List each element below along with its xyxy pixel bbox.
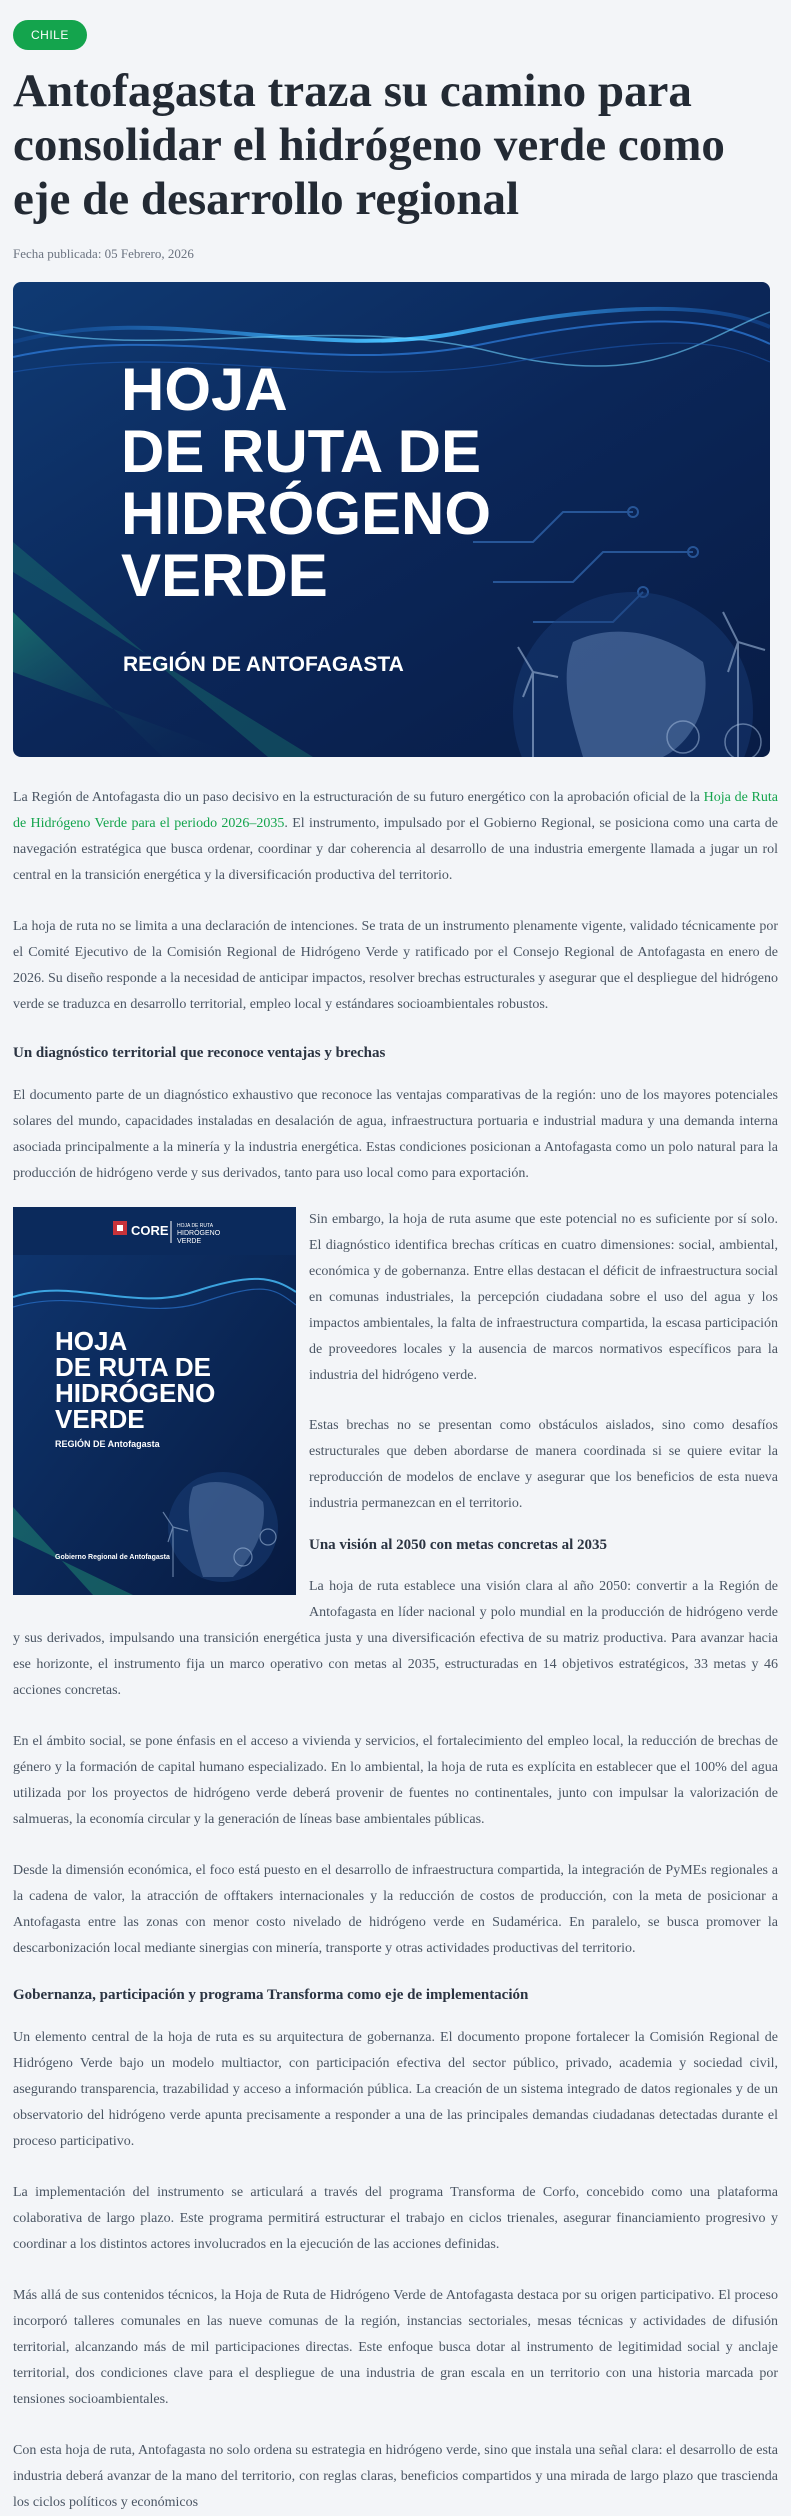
hero-line-3: HIDRÓGENO <box>121 480 492 547</box>
cover-footer: Gobierno Regional de Antofagasta <box>55 1554 170 1561</box>
paragraph-intro-text-end: . El instrumento, impulsado por el Gobierno Regional, se posiciona como una carta de navegación estratégica que busca ordenar, coordinar y dar coherencia al desarrollo de una industria emergente llamada a jugar un rol central en la transición energética y la diversificación productiva del territorio. <box>13 816 778 883</box>
cover-logo-text-1: HOJA DE RUTA <box>177 1223 214 1229</box>
paragraph-intro <box>13 785 778 889</box>
hero-line-1: HOJA <box>121 356 288 423</box>
heading-gobernanza: Gobernanza, participación y programa Transforma como eje de implementación <box>13 1987 529 2003</box>
float-section <box>13 1207 778 1704</box>
paragraph-7: En el ámbito social, se pone énfasis en el acceso a vivienda y servicios, el fortalecimiento del empleo local, la reducción de brechas de género y la formación de capital humano especializado. En lo ambiental, la hoja de ruta es explícita en establecer que el 100% del agua utilizada por los proyectos de hidrógeno verde deberá provenir de fuentes no continentales, junto con impulsar la valorización de salmueras, la economía circular y la generación de líneas base ambientales públicas. <box>13 1734 778 1827</box>
cover-line-1: HOJA <box>55 1326 128 1356</box>
paragraph-12: Con esta hoja de ruta, Antofagasta no solo ordena su estrategia en hidrógeno verde, sino que instala una señal clara: el desarrollo de esta industria deberá avanzar de la mano del territorio, con reglas claras, beneficios compartidos y una mirada de largo plazo que trascienda los ciclos políticos y económicos <box>13 2443 778 2510</box>
cover-line-2: DE RUTA DE <box>55 1352 211 1382</box>
cover-subtitle: REGIÓN DE Antofagasta <box>55 1439 160 1449</box>
paragraph-9: Un elemento central de la hoja de ruta es su arquitectura de gobernanza. El documento propone fortalecer la Comisión Regional de Hidrógeno Verde bajo un modelo multiactor, con participación efectiva del sector público, privado, academia y sociedad civil, asegurando transparencia, trazabilidad y acceso a información pública. La creación de un sistema integrado de datos regionales y de un observatorio del hidrógeno verde apunta precisamente a responder a una de las principales demandas ciudadanas detectadas durante el proceso participativo. <box>13 2030 778 2149</box>
roadmap-link[interactable]: Hoja de Ruta de Hidrógeno Verde para el periodo 2026–2035 <box>13 790 779 831</box>
category-badge[interactable]: CHILE <box>13 20 87 50</box>
cover-logo-text-2: HIDRÓGENO <box>177 1230 221 1237</box>
heading-diagnostico: Un diagnóstico territorial que reconoce ventajas y brechas <box>13 1045 386 1061</box>
hero-subtitle: REGIÓN DE ANTOFAGASTA <box>123 653 404 676</box>
paragraph-10: La implementación del instrumento se articulará a través del programa Transforma de Corfo, concebido como una plataforma colaborativa de largo plazo. Este programa permitirá estructurar el trabajo en ciclos trienales, asegurar financiamiento progresivo y coordinar a los distintos actores involucrados en la ejecución de las acciones definidas. <box>13 2185 778 2252</box>
roadmap-cover-image <box>13 1207 296 1595</box>
paragraph-11: Más allá de sus contenidos técnicos, la Hoja de Ruta de Hidrógeno Verde de Antofagasta destaca por su origen participativo. El proceso incorporó talleres comunales en las nueve comunas de la región, instancias sectoriales, mesas técnicas y actividades de difusión territorial, alcanzando más de mil participaciones directas. Este enfoque busca dotar al instrumento de legitimidad social y anclaje territorial, dos condiciones clave para el despliegue de una industria de gran escala en un territorio con una historia marcada por tensiones socioambientales. <box>13 2288 778 2407</box>
paragraph-intro-text: La Región de Antofagasta dio un paso decisivo en la estructuración de su futuro energético con la aprobación oficial de la <box>13 790 704 805</box>
cover-line-3: HIDRÓGENO <box>55 1378 216 1408</box>
paragraph-8: Desde la dimensión económica, el foco está puesto en el desarrollo de infraestructura compartida, la integración de PyMEs regionales a la cadena de valor, la atracción de offtakers internacionales y la reducción de costos de producción, con la meta de posicionar a Antofagasta entre las zonas con menor costo nivelado de hidrógeno verde en Sudamérica. En paralelo, se busca promover la descarbonización local mediante sinergias con minería, transporte y otras actividades productivas del territorio. <box>13 1863 778 1956</box>
hero-line-2: DE RUTA DE <box>121 418 481 485</box>
paragraph-5: Estas brechas no se presentan como obstáculos aislados, sino como desafíos estructurales que deben abordarse de manera coordinada si se quiere evitar la reproducción de modelos de enclave y asegurar que los beneficios de esta nueva industria permanezcan en el territorio. <box>309 1418 778 1511</box>
paragraph-3: El documento parte de un diagnóstico exhaustivo que reconoce las ventajas comparativas de la región: uno de los mayores potenciales solares del mundo, capacidades instaladas en desalación de agua, infraestructura portuaria e industrial madura y una demanda interna asociada principalmente a la minería y la industria energética. Estas condiciones posicionan a Antofagasta como un polo natural para la producción de hidrógeno verde y sus derivados, tanto para uso local como para exportación. <box>13 1088 778 1181</box>
hero-line-4: VERDE <box>121 542 328 609</box>
cover-logo-text-3: VERDE <box>177 1238 202 1245</box>
cover-line-4: VERDE <box>55 1404 145 1434</box>
paragraph-2: La hoja de ruta no se limita a una declaración de intenciones. Se trata de un instrumento plenamente vigente, validado técnicamente por el Comité Ejecutivo de la Comisión Regional de Hidrógeno Verde y ratificado por el Consejo Regional de Antofagasta en enero de 2026. Su diseño responde a la necesidad de anticipar impactos, resolver brechas estructurales y asegurar que el despliegue del hidrógeno verde se traduzca en desarrollo territorial, empleo local y estándares socioambientales robustos. <box>13 919 778 1012</box>
publish-date: Fecha publicada: 05 Febrero, 2026 <box>13 246 194 261</box>
article-title: Antofagasta traza su camino para consolidar el hidrógeno verde como eje de desarrollo regional <box>13 65 725 225</box>
paragraph-4: Sin embargo, la hoja de ruta asume que este potencial no es suficiente por sí solo. El diagnóstico identifica brechas críticas en cuatro dimensiones: social, ambiental, económica y de gobernanza. Entre ellas destacan el déficit de infraestructura social en comunas industriales, la percepción ciudadana sobre el uso del agua y los impactos ambientales, la falta de infraestructura compartida, la escasa participación de proveedores locales y la ausencia de marcos normativos específicos para la industria del hidrógeno verde. <box>309 1212 778 1383</box>
paragraph-6: La hoja de ruta establece una visión clara al año 2050: convertir a la Región de Antofagasta en líder nacional y polo mundial en la producción de hidrógeno verde y sus derivados, impulsando una transición energética justa y una diversificación efectiva de su matriz productiva. Para avanzar hacia ese horizonte, el instrumento fija un marco operativo con metas al 2035, estructuradas en 14 objetivos estratégicos, 33 metas y 46 acciones concretas. <box>13 1579 778 1698</box>
cover-logo-core: CORE <box>131 1223 169 1238</box>
heading-vision: Una visión al 2050 con metas concretas al 2035 <box>309 1537 608 1553</box>
hero-image <box>13 282 770 757</box>
